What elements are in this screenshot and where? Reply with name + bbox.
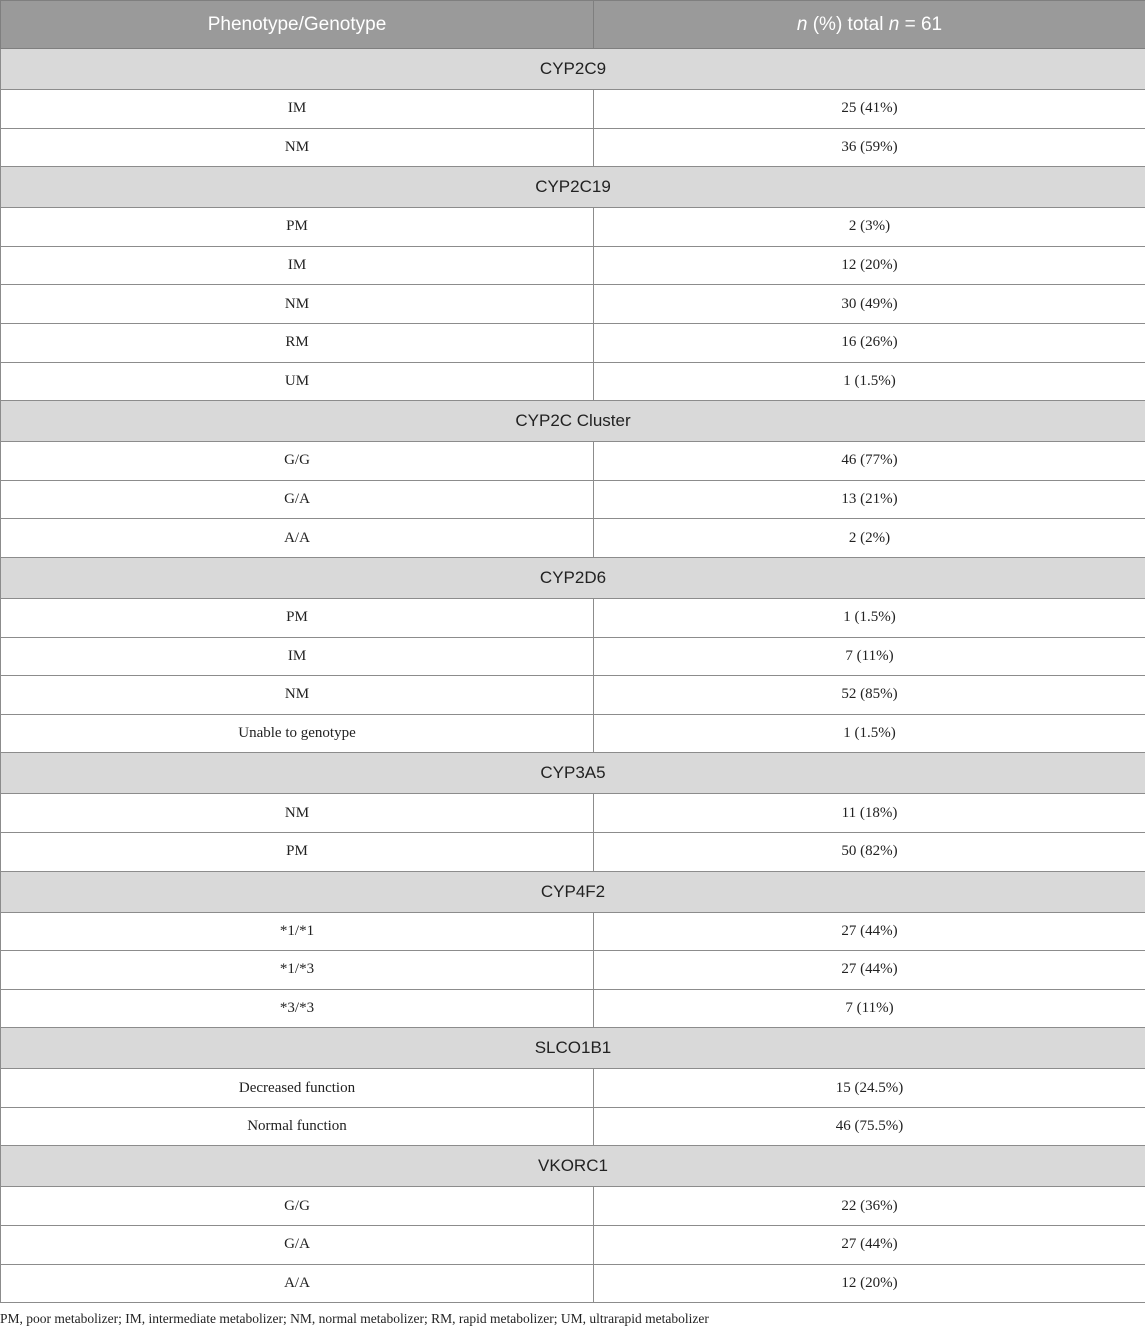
table-row xyxy=(1,637,1145,676)
group-title: SLCO1B1 xyxy=(1,1028,1145,1069)
row-label: A/A xyxy=(1,1264,594,1303)
row-label: NM xyxy=(1,794,594,833)
table-row xyxy=(1,912,1145,951)
table-row xyxy=(1,480,1145,519)
row-label: IM xyxy=(1,637,594,676)
row-label: RM xyxy=(1,323,594,362)
row-label: G/G xyxy=(1,1187,594,1226)
row-value: 50 (82%) xyxy=(594,832,1145,871)
row-value: 27 (44%) xyxy=(594,912,1145,951)
row-label: G/A xyxy=(1,1226,594,1265)
row-label: Normal function xyxy=(1,1107,594,1146)
row-value: 2 (2%) xyxy=(594,519,1145,558)
row-value: 1 (1.5%) xyxy=(594,362,1145,401)
table-row xyxy=(1,794,1145,833)
row-label: G/A xyxy=(1,480,594,519)
table-row xyxy=(1,1069,1145,1108)
row-value: 46 (75.5%) xyxy=(594,1107,1145,1146)
row-value: 16 (26%) xyxy=(594,323,1145,362)
group-title: CYP2D6 xyxy=(1,557,1145,598)
table-row xyxy=(1,442,1145,481)
group-title: CYP2C Cluster xyxy=(1,401,1145,442)
group-row xyxy=(1,753,1145,794)
table-row xyxy=(1,714,1145,753)
row-label: *1/*1 xyxy=(1,912,594,951)
row-label: NM xyxy=(1,285,594,324)
table-row xyxy=(1,1226,1145,1265)
row-value: 46 (77%) xyxy=(594,442,1145,481)
table-row xyxy=(1,1107,1145,1146)
row-label: *1/*3 xyxy=(1,951,594,990)
table-row xyxy=(1,1264,1145,1303)
row-value: 7 (11%) xyxy=(594,637,1145,676)
table-row xyxy=(1,676,1145,715)
row-value: 2 (3%) xyxy=(594,208,1145,247)
row-label: PM xyxy=(1,208,594,247)
row-label: PM xyxy=(1,598,594,637)
group-row xyxy=(1,167,1145,208)
row-label: NM xyxy=(1,676,594,715)
row-label: UM xyxy=(1,362,594,401)
table-row xyxy=(1,598,1145,637)
row-value: 12 (20%) xyxy=(594,246,1145,285)
group-title: CYP2C19 xyxy=(1,167,1145,208)
table-body xyxy=(1,49,1145,1303)
group-row xyxy=(1,557,1145,598)
table-row xyxy=(1,989,1145,1028)
row-value: 27 (44%) xyxy=(594,951,1145,990)
header-row xyxy=(1,1,1145,49)
table-row xyxy=(1,951,1145,990)
row-value: 12 (20%) xyxy=(594,1264,1145,1303)
table-row xyxy=(1,246,1145,285)
row-label: *3/*3 xyxy=(1,989,594,1028)
row-label: G/G xyxy=(1,442,594,481)
group-row xyxy=(1,871,1145,912)
table-footnote: PM, poor metabolizer; IM, intermediate metabolizer; NM, normal metabolizer; RM, rapid metabolizer; UM, ultrarapid metabolizer xyxy=(0,1311,709,1326)
table-row xyxy=(1,90,1145,129)
table-row xyxy=(1,519,1145,558)
row-label: Decreased function xyxy=(1,1069,594,1108)
table-row xyxy=(1,832,1145,871)
group-title: CYP2C9 xyxy=(1,49,1145,90)
row-label: PM xyxy=(1,832,594,871)
table-row xyxy=(1,1187,1145,1226)
row-label: IM xyxy=(1,90,594,129)
group-title: VKORC1 xyxy=(1,1146,1145,1187)
table-row xyxy=(1,208,1145,247)
row-value: 1 (1.5%) xyxy=(594,714,1145,753)
table-row xyxy=(1,323,1145,362)
row-value: 30 (49%) xyxy=(594,285,1145,324)
row-label: NM xyxy=(1,128,594,167)
header-phenotype-genotype: Phenotype/Genotype xyxy=(1,1,594,49)
row-value: 36 (59%) xyxy=(594,128,1145,167)
group-row xyxy=(1,49,1145,90)
row-label: IM xyxy=(1,246,594,285)
row-label: Unable to genotype xyxy=(1,714,594,753)
group-title: CYP3A5 xyxy=(1,753,1145,794)
group-title: CYP4F2 xyxy=(1,871,1145,912)
row-value: 22 (36%) xyxy=(594,1187,1145,1226)
table-row xyxy=(1,128,1145,167)
row-value: 25 (41%) xyxy=(594,90,1145,129)
row-value: 1 (1.5%) xyxy=(594,598,1145,637)
row-value: 7 (11%) xyxy=(594,989,1145,1028)
row-label: A/A xyxy=(1,519,594,558)
header-n-percent: n (%) total n = 61 xyxy=(594,1,1145,49)
group-row xyxy=(1,401,1145,442)
row-value: 13 (21%) xyxy=(594,480,1145,519)
row-value: 52 (85%) xyxy=(594,676,1145,715)
row-value: 11 (18%) xyxy=(594,794,1145,833)
table-row xyxy=(1,285,1145,324)
table-row xyxy=(1,362,1145,401)
group-row xyxy=(1,1146,1145,1187)
row-value: 27 (44%) xyxy=(594,1226,1145,1265)
row-value: 15 (24.5%) xyxy=(594,1069,1145,1108)
group-row xyxy=(1,1028,1145,1069)
